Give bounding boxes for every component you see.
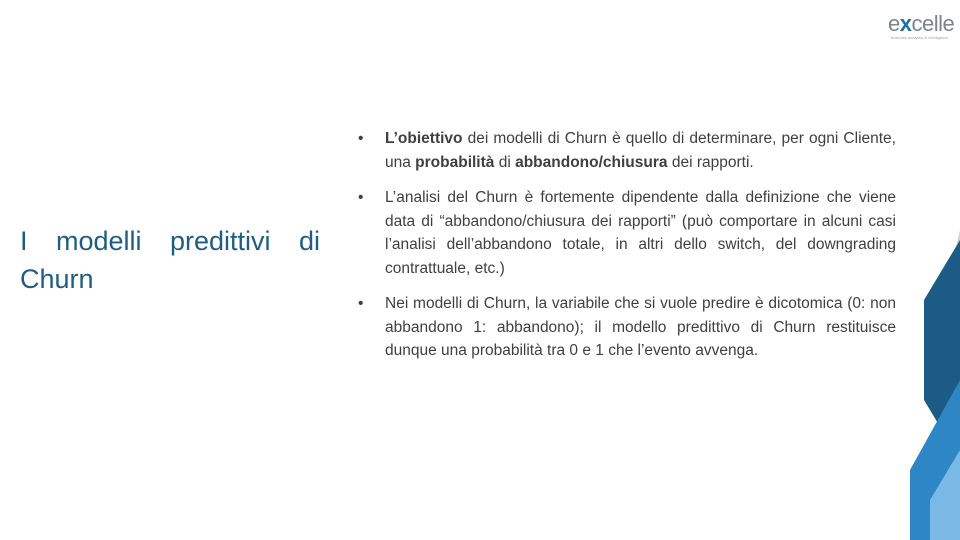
bullet-text: dei rapporti. — [667, 153, 754, 171]
bullet-text: di — [494, 153, 516, 171]
logo-wordmark: excelle — [888, 11, 955, 36]
bullet-item — [358, 186, 896, 280]
bullet-text: L’analisi del Churn è fortemente dipendente dalla definizione che viene data di “abbandono/chiusura dei rapporti” (può comportare in alcuni casi l’analisi dell’abbandono totale, in altri dello switch, del downgrading contrattuale, etc.) — [385, 189, 896, 277]
bullet-text: dei modelli di Churn è quello di determinare, per ogni Cliente, una — [385, 130, 896, 171]
bullet-text: Nei modelli di Churn, la variabile che si vuole predire è dicotomica (0: non abbandono 1: abbandono); il modello predittivo di Churn restituisce dunque una probabilità tra 0 e 1 che l’evento avvenga. — [385, 295, 896, 359]
bullet-item — [358, 127, 896, 174]
bullet-marker: • — [358, 130, 364, 147]
bullet-item — [358, 292, 896, 363]
logo-tagline: business analytics & intelligence — [891, 35, 949, 40]
slide-title: I modelli predittivi di Churn — [20, 226, 320, 294]
bullet-list — [358, 127, 896, 375]
corner-decoration — [910, 200, 960, 540]
bullet-bold-text: L’obiettivo — [385, 130, 463, 147]
bullet-marker: • — [358, 295, 364, 312]
bullet-bold-text: abbandono/chiusura — [515, 153, 668, 171]
bullet-bold-text: probabilità — [415, 153, 495, 171]
bullet-marker: • — [358, 189, 364, 206]
company-logo — [888, 12, 954, 44]
logo-x-mark: x — [899, 11, 912, 36]
